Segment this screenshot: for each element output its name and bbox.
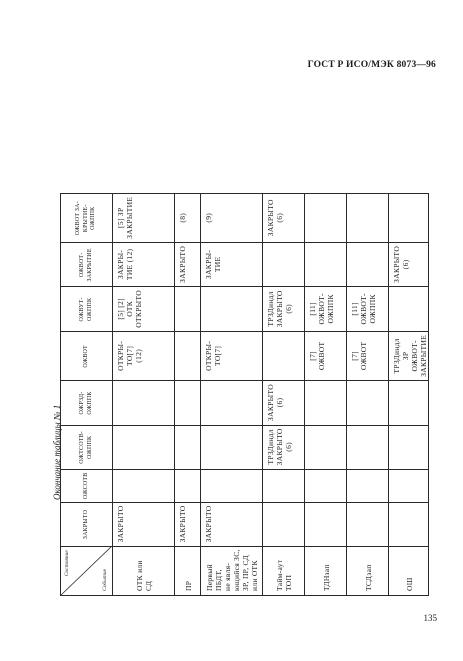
table-cell <box>389 332 429 381</box>
table-cell <box>201 470 263 503</box>
row-event-label <box>263 547 305 596</box>
table-cell <box>389 287 429 332</box>
cell-text-line: ЗАКРЫТО <box>275 290 284 328</box>
cell-text-line: ОТКРЫ- <box>204 340 213 371</box>
table-cell <box>305 381 347 425</box>
table-header-row <box>61 194 113 596</box>
cell-text-line: (8) <box>178 212 187 223</box>
column-header: ОЖРЗД-ОЖППК <box>61 381 113 425</box>
table-cell <box>347 332 389 381</box>
cell-text-line: [5] [2] <box>116 298 125 320</box>
table-cell <box>305 287 347 332</box>
table-cell <box>201 502 263 546</box>
table-cell <box>263 243 305 287</box>
table-cell <box>113 332 175 381</box>
table-row <box>263 194 305 596</box>
table-cell <box>347 470 389 503</box>
event-text-line: не явля- <box>223 562 232 591</box>
cell-text-line: [7] <box>308 351 317 361</box>
table-cell <box>347 287 389 332</box>
cell-text-line: ОЖВОТ- <box>359 293 368 325</box>
table-cell <box>201 243 263 287</box>
table-cell <box>347 425 389 469</box>
cell-text-line: ТРЗДиндл <box>266 291 275 327</box>
table-row <box>305 194 347 596</box>
cell-text-line: ЗАКРЫТО <box>204 505 213 543</box>
cell-text-line: (6) <box>275 212 284 223</box>
row-event-label <box>347 547 389 596</box>
table-cell <box>201 332 263 381</box>
table-cell <box>263 470 305 503</box>
cell-text-line: (6) <box>284 442 293 452</box>
column-header: ОЖВОТ ЗА-КРЫТИЕ-ОЖППК <box>61 194 113 244</box>
cell-text-line: ЗАКРЫТО <box>266 384 275 421</box>
table-cell <box>201 287 263 332</box>
table-cell <box>305 425 347 469</box>
cell-text-line: [7] <box>350 351 359 361</box>
event-text-line: Тайм-аут <box>275 559 284 591</box>
cell-text-line: [11] <box>350 302 359 316</box>
table-row <box>201 194 263 596</box>
table-cell <box>389 194 429 244</box>
cell-text-line: ЗР <box>401 351 410 361</box>
column-header: ЗАКРЫТО <box>61 502 113 546</box>
corner-state-label: Состояние <box>64 550 70 577</box>
cell-text-line: (6) <box>284 304 293 314</box>
column-header: ОЖСОТВ <box>61 470 113 503</box>
table-cell <box>175 243 201 287</box>
cell-text-line: ОЖППК <box>326 294 335 324</box>
cell-text-line: ОЖППК <box>368 294 377 324</box>
table-cell <box>263 381 305 425</box>
cell-text-line: [5] ЗР <box>116 207 125 228</box>
cell-text-line: ЗАКРЫТО <box>178 505 187 543</box>
table-cell <box>175 502 201 546</box>
cell-text-line: ЗАКРЫТО <box>178 245 187 283</box>
event-text-line: или ОТК <box>250 560 259 591</box>
event-text-line: ТСДзап <box>363 564 373 591</box>
cell-text-line: (6) <box>401 259 410 270</box>
table-row <box>175 194 201 596</box>
table-caption: Окончание таблицы № 1 <box>52 404 62 500</box>
cell-text-line: ОТКРЫТО <box>134 289 143 328</box>
cell-text-line: (9) <box>204 212 213 223</box>
event-text-line: СД <box>144 580 153 591</box>
cell-text-line: (12) <box>134 349 143 363</box>
row-event-label <box>201 547 263 596</box>
table-cell <box>263 332 305 381</box>
page-number: 135 <box>423 613 437 623</box>
cell-text-line: ЗАКРЫТО <box>266 199 275 237</box>
table-cell <box>113 194 175 244</box>
cell-text-line: ЗАКРЫТО <box>392 245 401 283</box>
cell-text-line: ТО[7] <box>213 345 222 366</box>
table-cell <box>175 470 201 503</box>
cell-text-line: ТИЕ <box>213 256 222 273</box>
table-cell <box>389 502 429 546</box>
table-cell <box>175 332 201 381</box>
column-header: ОЖВУТ-ОЖППК <box>61 287 113 332</box>
cell-text-line: ЗАКРЫТИЕ <box>419 334 428 377</box>
table-cell <box>263 502 305 546</box>
row-event-label <box>113 547 175 596</box>
cell-text-line: ТРЗДиндл <box>392 338 401 374</box>
cell-text-line: ОЖВОТ <box>359 341 368 371</box>
table-cell <box>389 470 429 503</box>
table-cell <box>113 425 175 469</box>
table-cell <box>305 470 347 503</box>
cell-text-line: ТО[7] <box>125 345 134 366</box>
table-cell <box>305 502 347 546</box>
table-cell <box>175 381 201 425</box>
event-text-line: ОШ <box>404 577 414 591</box>
table-cell <box>305 332 347 381</box>
table-cell <box>201 425 263 469</box>
table-cell <box>389 381 429 425</box>
cell-text-line: ОТК <box>125 300 134 317</box>
table-cell <box>389 243 429 287</box>
table-cell <box>113 381 175 425</box>
table-cell <box>347 243 389 287</box>
cell-text-line: ОЖВОТ- <box>410 340 419 372</box>
cell-text-line: ТРЗДиндл <box>266 429 275 465</box>
table-cell <box>201 381 263 425</box>
table-cell <box>113 470 175 503</box>
table-cell <box>263 287 305 332</box>
cell-text-line: [11] <box>308 302 317 316</box>
row-event-label <box>389 547 429 596</box>
table-row <box>113 194 175 596</box>
event-text-line: ющийся ЗС, <box>232 549 241 591</box>
table-cell <box>305 243 347 287</box>
table-cell <box>347 381 389 425</box>
table-cell <box>263 194 305 244</box>
cell-text-line: (6) <box>275 397 284 408</box>
table-row <box>389 194 429 596</box>
table-cell <box>113 243 175 287</box>
standard-header: ГОСТ Р ИСО/МЭК 8073—96 <box>307 60 436 70</box>
table-cell <box>113 502 175 546</box>
event-text-line: ПБДТ, <box>214 569 223 591</box>
cell-text-line: ЗАКРЫ- <box>116 249 125 279</box>
cell-text-line: ЗАКРЫТО <box>275 428 284 466</box>
table-cell <box>347 502 389 546</box>
cell-text-line: ЗАКРЫТИЕ <box>125 196 134 239</box>
row-event-label <box>305 547 347 596</box>
row-event-label <box>175 547 201 596</box>
table-cell <box>175 194 201 244</box>
table-cell <box>175 287 201 332</box>
cell-text-line: ТИЕ (12) <box>125 248 134 281</box>
table-cell <box>201 194 263 244</box>
table-cell <box>305 194 347 244</box>
cell-text-line: ЗАКРЫ- <box>204 249 213 279</box>
event-text-line: ТОП <box>284 574 293 591</box>
state-event-table <box>60 193 429 596</box>
corner-cell <box>61 547 113 596</box>
corner-event-label: Событие <box>102 568 108 591</box>
column-header: ОЖВОТ-ЗАКРЫТИЕ <box>61 243 113 287</box>
table-cell <box>175 425 201 469</box>
cell-text-line: ЗАКРЫТО <box>116 505 125 543</box>
event-text-line: ПР <box>183 580 193 591</box>
table-cell <box>113 287 175 332</box>
event-text-line: Первый <box>205 564 214 591</box>
table-cell <box>347 194 389 244</box>
event-text-line: ЗР, ПР, СД <box>241 555 250 591</box>
rotated-table-container <box>60 193 429 596</box>
column-header: ОЖТСОТВ-ОЖППК <box>61 425 113 469</box>
column-header: ОЖВОТ <box>61 332 113 381</box>
table-row <box>347 194 389 596</box>
event-text-line: ОТК или <box>135 560 144 591</box>
cell-text-line: ОТКРЫ- <box>116 340 125 371</box>
event-text-line: ТДНзап <box>321 564 331 591</box>
cell-text-line: ОЖВОТ- <box>317 293 326 325</box>
table-cell <box>263 425 305 469</box>
table-cell <box>389 425 429 469</box>
cell-text-line: ОЖВОТ <box>317 341 326 371</box>
